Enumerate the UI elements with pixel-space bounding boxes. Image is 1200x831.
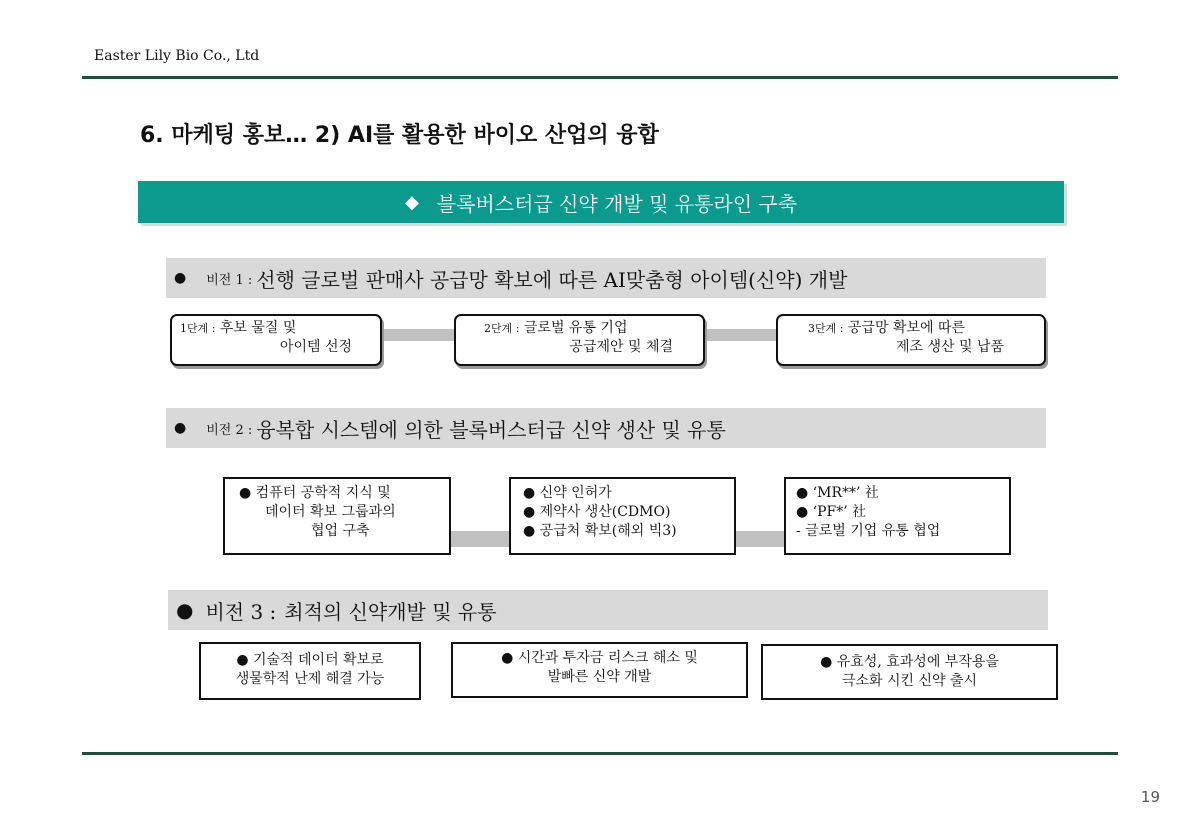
box-line: - 글로벌 기업 유통 협업: [796, 523, 941, 539]
vision-1-tag: 비전 1 :: [206, 272, 253, 288]
stage-text: 공급망 확보에 따른: [847, 320, 965, 336]
box-connector: [450, 531, 512, 547]
box-line: 극소화 시킨 신약 출시: [841, 673, 978, 689]
vision-2-text: 융복합 시스템에 의한 블록버스터급 신약 생산 및 유통: [256, 417, 726, 442]
box-line: ● 컴퓨터 공학적 지식 및: [239, 485, 391, 501]
vision-3-box-1: [199, 642, 421, 700]
box-line: ● ‘MR**’ 社: [796, 485, 879, 501]
bullet-icon: ●: [174, 420, 187, 436]
footer-divider: [82, 752, 1118, 755]
stage-3-box: [776, 314, 1046, 366]
stage-text: 글로벌 유통 기업: [523, 320, 628, 336]
box-line: 발빠른 신약 개발: [547, 669, 652, 685]
vision-2-tag: 비전 2 :: [206, 422, 253, 438]
vision-3-box-2: [451, 642, 748, 698]
header-divider: [82, 76, 1118, 79]
bullet-icon: ●: [174, 270, 187, 286]
stage-label: 1단계 :: [180, 322, 216, 335]
vision-2-box-1: [223, 477, 451, 555]
vision-3-box-3: [761, 644, 1058, 700]
stage-text: 후보 물질 및: [219, 320, 297, 336]
stage-connector: [378, 329, 456, 341]
vision-3-tag: 비전 3 :: [205, 599, 277, 624]
stage-1-box: [170, 314, 382, 366]
box-line: ● ‘PF*’ 社: [796, 504, 867, 520]
box-line: ● 기술적 데이터 확보로: [236, 652, 384, 668]
banner-text: 블록버스터급 신약 개발 및 유통라인 구축: [436, 191, 798, 216]
section-banner: [138, 181, 1064, 223]
diamond-icon: ◆: [404, 191, 419, 213]
box-connector: [734, 531, 786, 547]
box-line: ● 공급처 확보(해외 빅3): [523, 523, 677, 539]
stage-2-box: [454, 314, 705, 366]
box-line: 협업 구축: [311, 523, 370, 539]
vision-2-bar: [166, 408, 1046, 448]
stage-text: 제조 생산 및 납품: [895, 339, 1004, 355]
bullet-icon: ●: [176, 598, 194, 622]
vision-1-bar: [166, 258, 1046, 298]
stage-connector: [702, 329, 778, 341]
box-line: 생물학적 난제 해결 가능: [235, 671, 385, 687]
company-name: Easter Lily Bio Co., Ltd: [94, 48, 260, 64]
vision-2-box-2: [509, 477, 736, 555]
box-line: 데이터 확보 그룹과의: [265, 504, 396, 520]
slide-title: 6. 마케팅 홍보… 2) AI를 활용한 바이오 산업의 융합: [140, 123, 659, 148]
box-line: ● 유효성, 효과성에 부작용을: [820, 654, 999, 670]
vision-3-text: 최적의 신약개발 및 유통: [284, 599, 497, 624]
page-number: 19: [1140, 788, 1160, 806]
box-line: ● 제약사 생산(CDMO): [523, 504, 671, 520]
stage-text: 아이템 선정: [279, 339, 352, 355]
vision-1-text: 선행 글로벌 판매사 공급망 확보에 따른 AI맞춤형 아이템(신약) 개발: [256, 267, 848, 292]
box-line: ● 시간과 투자금 리스크 해소 및: [501, 650, 698, 666]
stage-text: 공급제안 및 체결: [569, 339, 673, 355]
vision-3-bar: [168, 590, 1048, 630]
stage-label: 3단계 :: [808, 322, 844, 335]
box-line: ● 신약 인허가: [523, 485, 612, 501]
stage-label: 2단계 :: [484, 322, 520, 335]
vision-2-box-3: [784, 477, 1011, 555]
